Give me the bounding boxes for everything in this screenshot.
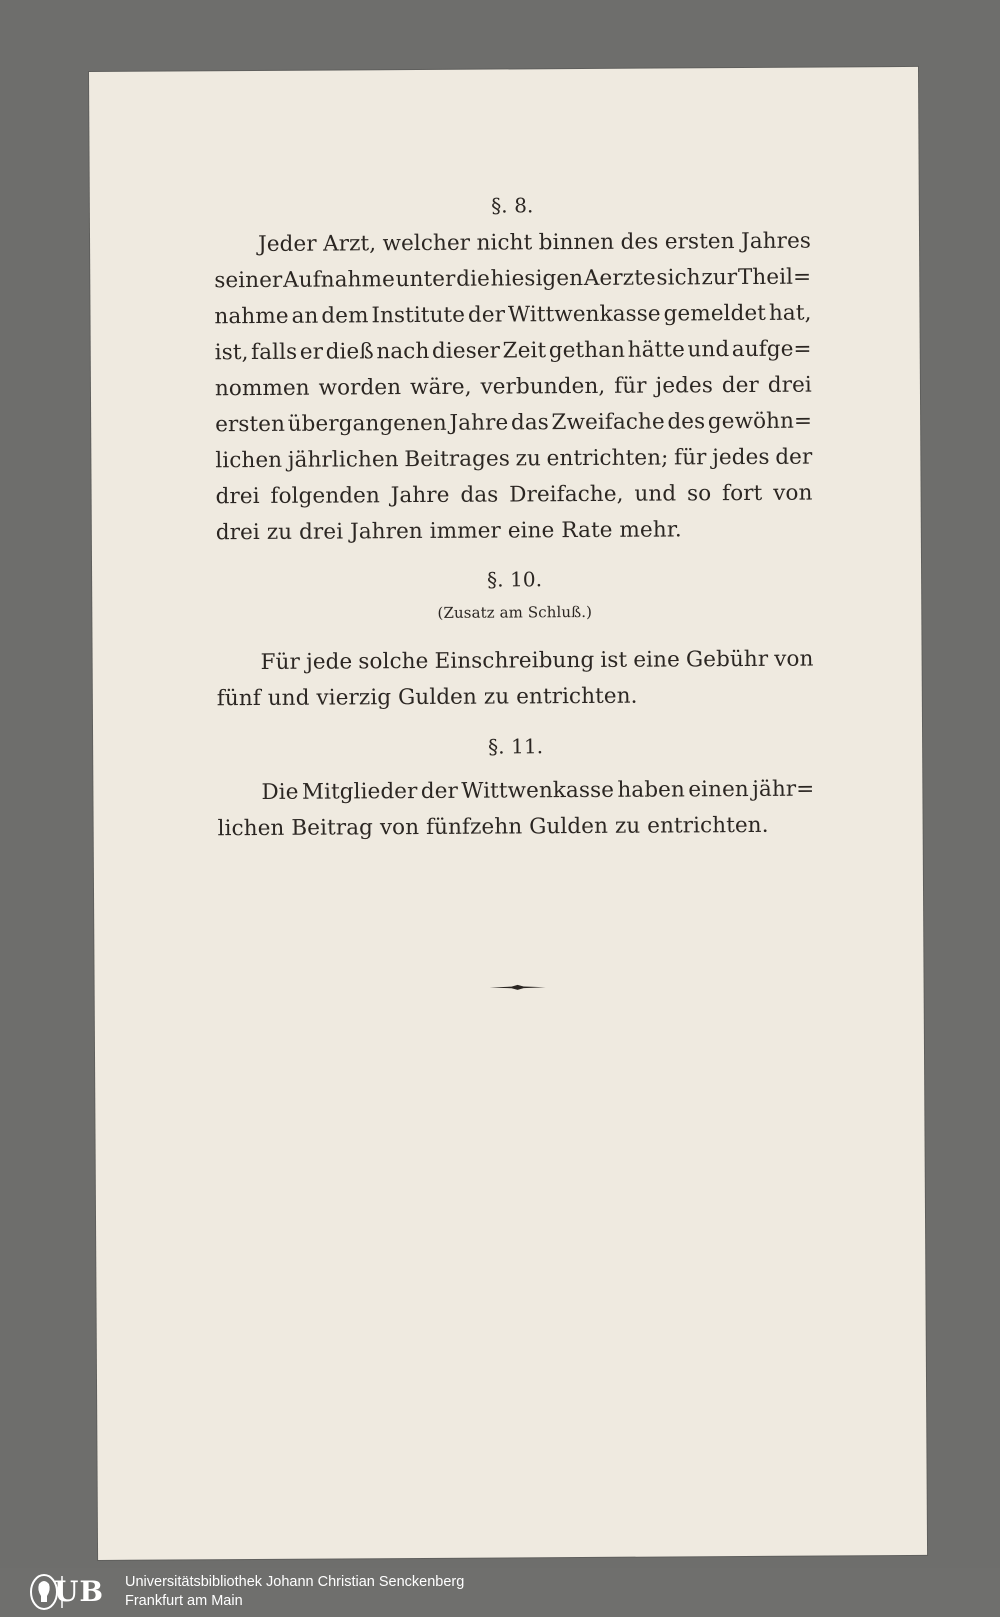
word: Wittwenkasse	[461, 777, 615, 804]
word: der	[721, 372, 759, 399]
decorative-rule	[490, 984, 546, 990]
word: Institute	[371, 302, 466, 329]
word: drei	[215, 483, 260, 510]
word: ist	[600, 647, 628, 673]
word: unter	[395, 266, 456, 293]
word: einen	[688, 776, 749, 803]
footer-text	[125, 1573, 464, 1611]
word: der	[420, 778, 459, 804]
word: nach	[376, 338, 430, 365]
word: Einschreibung	[434, 647, 595, 674]
word: des	[620, 229, 659, 255]
word: ersten	[215, 411, 286, 438]
section-10-body	[217, 642, 814, 718]
word: Jahre	[449, 410, 509, 436]
section-11-line: lichen Beitrag von fünfzehn Gulden zu entrichten.	[217, 812, 769, 842]
word: welcher	[382, 230, 471, 257]
section-8-line	[215, 404, 812, 444]
word: dem	[321, 303, 369, 329]
word: falls	[251, 339, 298, 366]
word: für	[674, 445, 707, 471]
word: und	[687, 337, 730, 363]
word: er	[299, 339, 324, 365]
word: haben	[617, 777, 685, 803]
word: so	[686, 481, 712, 507]
word: von	[774, 646, 814, 672]
word: der	[775, 444, 813, 470]
word: entrichten;	[546, 445, 669, 472]
section-10-line: fünf und vierzig Gulden zu entrichten.	[216, 683, 638, 712]
word: von	[773, 480, 813, 506]
word: hätte	[627, 337, 685, 363]
section-11-heading: §. 11.	[487, 734, 544, 759]
word: zu	[515, 446, 542, 472]
word: Mitglieder	[301, 779, 418, 805]
word: Wittwenkasse	[507, 301, 661, 328]
word: Aerzte	[583, 265, 656, 291]
section-8-line	[215, 476, 812, 516]
word: ist,	[214, 340, 249, 366]
word: Aufnahme	[283, 267, 395, 293]
section-8-line	[214, 296, 811, 336]
word: seiner	[214, 267, 283, 294]
section-11-body	[217, 772, 814, 848]
section-8-body	[214, 224, 813, 552]
word: wäre,	[409, 374, 472, 401]
word: jedes	[712, 444, 770, 471]
word: übergangenen	[287, 410, 447, 437]
word: verbunden,	[480, 373, 606, 400]
word: des	[667, 409, 706, 435]
library-footer	[0, 1568, 1000, 1617]
word: zur	[701, 265, 738, 291]
section-11-line	[217, 772, 814, 812]
word: Zweifache	[551, 409, 665, 436]
word: Theil=	[737, 264, 812, 291]
word: gemeldet	[663, 300, 767, 327]
word: Gebühr	[685, 646, 769, 673]
word: jähr=	[752, 776, 815, 802]
word: hiesigen	[490, 265, 584, 292]
word: dieß	[325, 339, 374, 365]
word: nommen	[214, 375, 310, 402]
word: worden	[318, 375, 402, 401]
section-8-heading: §. 8.	[491, 193, 534, 218]
word: binnen	[538, 229, 615, 256]
word: an	[291, 303, 319, 329]
word: jährlichen	[287, 447, 399, 473]
section-8-line	[215, 440, 812, 480]
word: die	[456, 266, 490, 292]
word: Jahre	[390, 482, 450, 509]
section-8-line	[215, 332, 812, 372]
footer-city: Frankfurt am Main	[125, 1593, 243, 1609]
word: gethan	[548, 337, 626, 364]
word: nicht	[476, 230, 533, 256]
word: für	[614, 373, 647, 399]
word: ersten	[664, 229, 735, 255]
footer-institution: Universitätsbibliothek Johann Christian Senckenberg	[125, 1574, 465, 1590]
word: Beitrages	[404, 446, 510, 473]
word: Die	[261, 779, 299, 805]
word: dieser	[431, 338, 501, 364]
word: jedes	[655, 373, 714, 399]
section-8-line	[214, 224, 811, 264]
section-11	[217, 731, 814, 763]
word: hat,	[768, 300, 812, 326]
section-8-line: drei zu drei Jahren immer eine Rate mehr.	[215, 517, 682, 546]
word: der	[467, 302, 506, 328]
word: das	[510, 410, 549, 436]
word: folgenden	[270, 483, 380, 509]
document-page	[89, 67, 927, 1560]
section-10-line	[217, 642, 814, 682]
word: Jahres	[740, 228, 812, 255]
section-8-line	[214, 260, 811, 300]
section-10-subheading: (Zusatz am Schluß.)	[437, 602, 593, 622]
word: Jeder	[257, 231, 317, 257]
word: Zeit	[502, 338, 547, 364]
word: fort	[722, 480, 763, 507]
word: Dreifache,	[509, 481, 624, 508]
word: drei	[767, 372, 812, 398]
word: Für	[260, 649, 301, 675]
library-logo-text: UB	[54, 1575, 105, 1608]
section-10-heading: §. 10.	[486, 567, 543, 592]
word: sich	[656, 265, 701, 291]
word: eine	[633, 647, 680, 673]
section-8	[214, 190, 811, 222]
word: Arzt,	[322, 231, 377, 257]
section-8-line	[215, 368, 812, 408]
section-10	[216, 564, 813, 626]
word: jede	[305, 649, 353, 675]
word: das	[460, 482, 499, 508]
word: nahme	[214, 303, 289, 330]
word: solche	[358, 648, 429, 675]
word: lichen	[215, 447, 283, 474]
word: und	[634, 481, 677, 507]
word: aufge=	[731, 336, 812, 363]
word: gewöhn=	[707, 408, 813, 435]
